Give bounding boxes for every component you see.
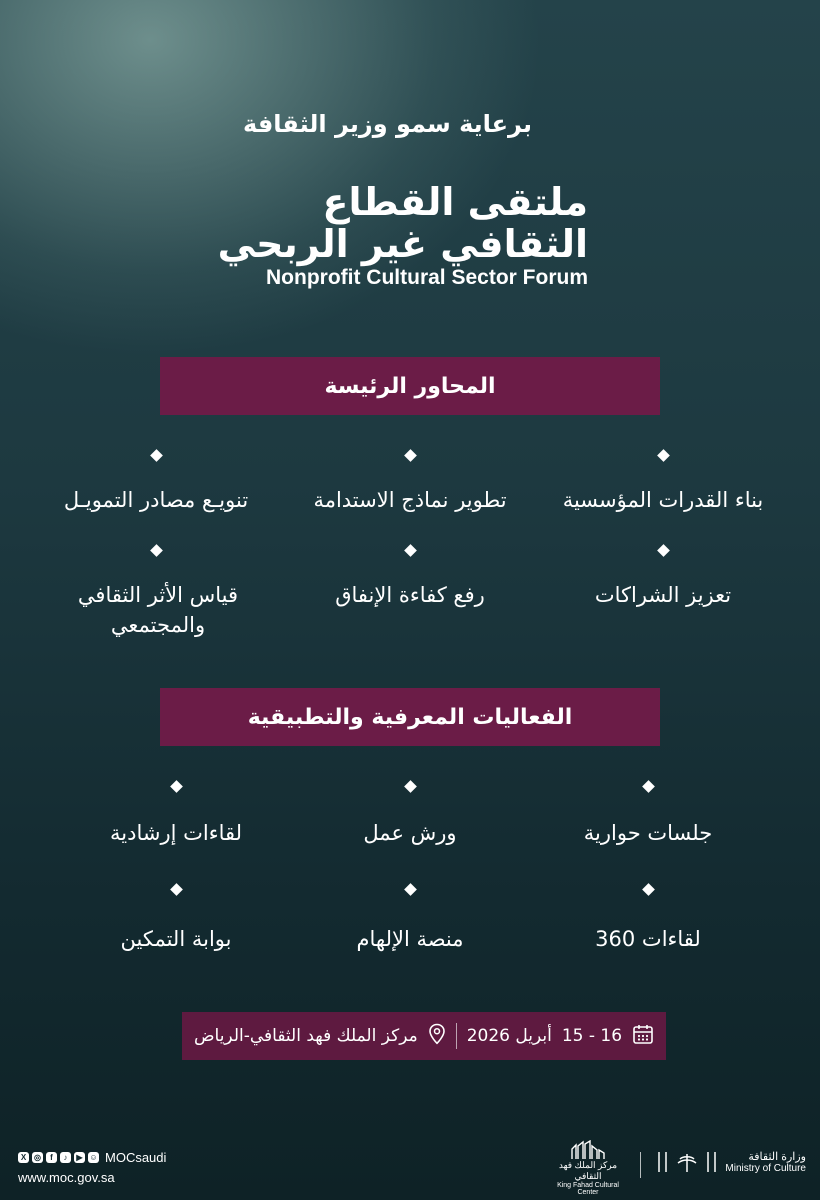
activity-item: منصة الإلهام — [356, 927, 464, 951]
bullet-diamond-icon — [404, 449, 417, 462]
moc-name-ar: وزارة الثقافة — [748, 1151, 806, 1163]
bullet-diamond-icon — [642, 780, 655, 793]
bullet-diamond-icon — [657, 449, 670, 462]
calendar-icon — [632, 1023, 654, 1050]
main-axes-title: المحاور الرئيسة — [324, 373, 496, 399]
bullet-diamond-icon — [170, 883, 183, 896]
forum-logo-english: Nonprofit Cultural Sector Forum — [266, 266, 588, 289]
youtube-icon[interactable]: ▶ — [74, 1152, 85, 1163]
bullet-diamond-icon — [150, 544, 163, 557]
facebook-icon[interactable]: f — [46, 1152, 57, 1163]
forum-logo-arabic-line1: ملتقى القطاع — [322, 180, 588, 224]
snapchat-icon[interactable]: ☺ — [89, 1153, 98, 1162]
social-handle: MOCsaudi — [105, 1150, 167, 1165]
axis-item: بناء القدرات المؤسسية — [562, 488, 764, 512]
forum-logo-arabic-line2: الثقافي غير الربحي — [217, 222, 588, 266]
website-link[interactable]: www.moc.gov.sa — [18, 1170, 115, 1185]
activity-item: ورش عمل — [363, 821, 457, 845]
bullet-diamond-icon — [657, 544, 670, 557]
instagram-icon[interactable]: ◎ — [32, 1152, 43, 1163]
event-location: مركز الملك فهد الثقافي-الرياض — [193, 1026, 418, 1046]
activity-item: لقاءات إرشادية — [110, 821, 242, 845]
moc-logo — [722, 1150, 806, 1174]
kfcc-logo — [556, 1140, 620, 1196]
axis-item: تنويـع مصادر التمويـل — [63, 488, 249, 512]
bullet-diamond-icon — [170, 780, 183, 793]
divider — [456, 1023, 457, 1049]
axis-item: تطوير نماذج الاستدامة — [313, 488, 507, 512]
event-month-year: أبريل 2026 — [466, 1026, 552, 1046]
axis-item: رفع كفاءة الإنفاق — [335, 583, 485, 607]
activity-item: بوابة التمكين — [120, 927, 232, 951]
moc-name-en: Ministry of Culture — [725, 1163, 806, 1174]
divider — [640, 1152, 641, 1178]
kfcc-name-ar: مركز الملك فهد الثقافي — [558, 1160, 618, 1181]
kfcc-building-icon — [568, 1140, 608, 1160]
axis-item: تعزيز الشراكات — [594, 583, 732, 607]
location-pin-icon — [428, 1023, 446, 1050]
patronage-text: برعاية سمو وزير الثقافة — [243, 110, 532, 138]
bullet-diamond-icon — [404, 544, 417, 557]
bullet-diamond-icon — [404, 780, 417, 793]
x-icon[interactable]: X — [18, 1152, 29, 1163]
bullet-diamond-icon — [150, 449, 163, 462]
tiktok-icon[interactable]: ♪ — [60, 1152, 71, 1163]
event-dates: 15 - 16 — [561, 1026, 623, 1046]
bullet-diamond-icon — [642, 883, 655, 896]
bullet-diamond-icon — [404, 883, 417, 896]
activity-item: جلسات حوارية — [583, 821, 713, 845]
main-axes-banner — [160, 357, 660, 415]
activity-item: لقاءات 360 — [595, 927, 701, 951]
kfcc-name-en: King Fahad Cultural Center — [557, 1182, 619, 1196]
activities-banner — [160, 688, 660, 746]
moc-emblem-icon — [656, 1150, 718, 1178]
event-info-box — [182, 1012, 666, 1060]
social-links — [18, 1150, 166, 1165]
axis-item: قياس الأثر الثقافي والمجتمعي — [77, 583, 239, 637]
activities-title: الفعاليات المعرفية والتطبيقية — [247, 704, 573, 730]
